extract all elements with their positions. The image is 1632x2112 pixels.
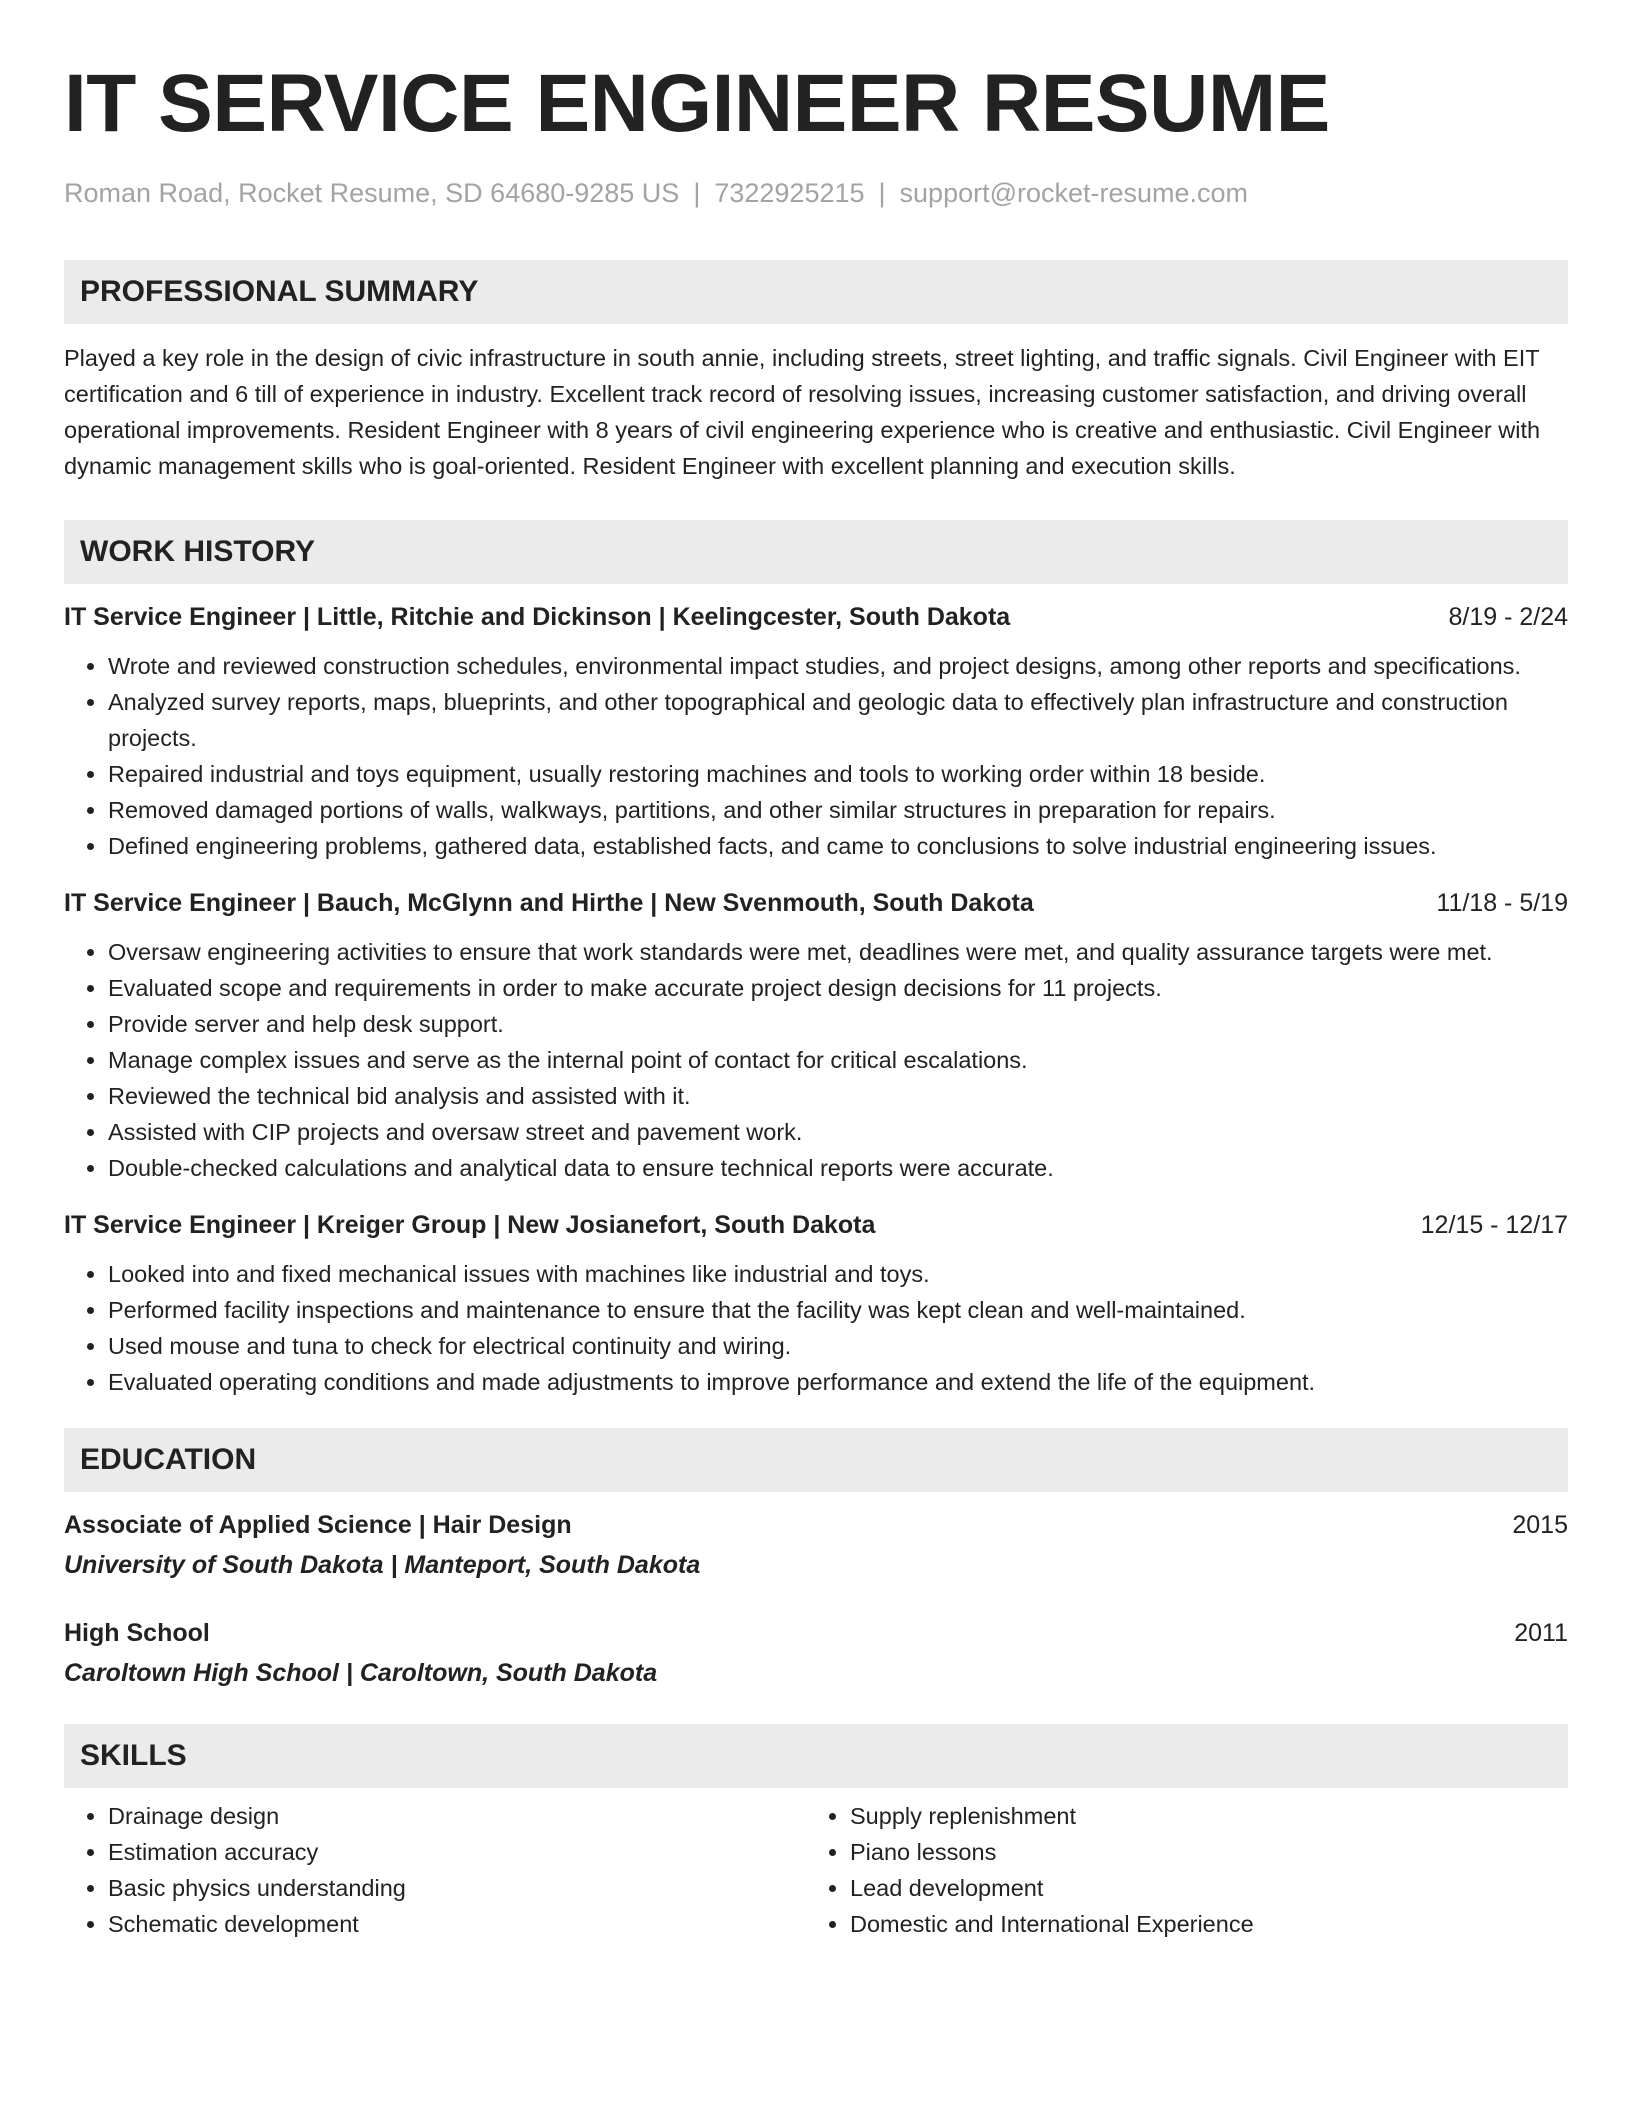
skill-item: • Basic physics understanding: [108, 1870, 806, 1906]
job-bullet-list: [64, 934, 1568, 1186]
skill-item: • Estimation accuracy: [108, 1834, 806, 1870]
skill-item: • Piano lessons: [850, 1834, 1548, 1870]
summary-text: Played a key role in the design of civic infrastructure in south annie, including streets, street lighting, and traffic signals. Civil Engineer with EIT certification and 6 till of experience in industry. Excellent track record of resolving issues, increasing customer satisfaction, and driving overall operational improvements. Resident Engineer with 8 years of civil engineering experience who is creative and enthusiastic. Civil Engineer with dynamic management skills who is goal-oriented. Resident Engineer with excellent planning and execution skills.: [64, 345, 1541, 479]
job-entry: [64, 1208, 1568, 1400]
skill-item: • Lead development: [850, 1870, 1548, 1906]
skills-list-left: [64, 1798, 806, 1942]
education-degree: High School: [64, 1619, 210, 1647]
job-bullet: • Provide server and help desk support.: [108, 1006, 1568, 1042]
job-header: [64, 600, 1568, 634]
job-title: IT Service Engineer | Little, Ritchie and Dickinson | Keelingcester, South Dakota: [64, 603, 1011, 631]
contact-separator: |: [693, 178, 701, 208]
job-dates: 12/15 - 12/17: [1420, 1211, 1568, 1239]
education-year: 2015: [1512, 1511, 1568, 1539]
job-dates: 8/19 - 2/24: [1448, 603, 1568, 631]
job-bullet: • Wrote and reviewed construction schedules, environmental impact studies, and project designs, among other reports and specifications.: [108, 648, 1568, 684]
education-school: Caroltown High School | Caroltown, South Dakota: [64, 1659, 658, 1687]
job-bullet-list: [64, 648, 1568, 864]
education-header: [64, 1616, 1568, 1650]
job-bullet: • Evaluated operating conditions and made adjustments to improve performance and extend the life of the equipment.: [108, 1364, 1568, 1400]
skill-item: • Schematic development: [108, 1906, 806, 1942]
contact-address: Roman Road, Rocket Resume, SD 64680-9285 US: [64, 178, 680, 208]
skills-columns: [64, 1798, 1568, 1942]
education-entry: [64, 1616, 1568, 1690]
section-header-summary: PROFESSIONAL SUMMARY: [64, 260, 1568, 324]
job-title: IT Service Engineer | Bauch, McGlynn and Hirthe | New Svenmouth, South Dakota: [64, 889, 1034, 917]
job-bullet: • Performed facility inspections and maintenance to ensure that the facility was kept clean and well-maintained.: [108, 1292, 1568, 1328]
job-bullet-list: [64, 1256, 1568, 1400]
job-bullet: • Looked into and fixed mechanical issues with machines like industrial and toys.: [108, 1256, 1568, 1292]
contact-line: [64, 176, 1568, 210]
job-bullet: • Evaluated scope and requirements in order to make accurate project design decisions for 11 projects.: [108, 970, 1568, 1006]
job-bullet: • Defined engineering problems, gathered data, established facts, and came to conclusions to solve industrial engineering issues.: [108, 828, 1568, 864]
job-entry: [64, 886, 1568, 1186]
job-bullet: • Used mouse and tuna to check for electrical continuity and wiring.: [108, 1328, 1568, 1364]
skill-item: • Supply replenishment: [850, 1798, 1548, 1834]
skill-item: • Domestic and International Experience: [850, 1906, 1548, 1942]
job-bullet: • Analyzed survey reports, maps, blueprints, and other topographical and geologic data to effectively plan infrastructure and construction projects.: [108, 684, 1568, 756]
section-header-education: EDUCATION: [64, 1428, 1568, 1492]
section-header-work-history: WORK HISTORY: [64, 520, 1568, 584]
contact-phone: 7322925215: [714, 178, 865, 208]
job-bullet: • Reviewed the technical bid analysis and assisted with it.: [108, 1078, 1568, 1114]
resume-title: IT SERVICE ENGINEER RESUME: [64, 58, 1330, 149]
education-header: [64, 1508, 1568, 1542]
contact-separator: |: [878, 178, 886, 208]
skill-item: • Drainage design: [108, 1798, 806, 1834]
section-header-skills: SKILLS: [64, 1724, 1568, 1788]
job-dates: 11/18 - 5/19: [1436, 889, 1568, 917]
resume-page: [64, 60, 1568, 1942]
job-title: IT Service Engineer | Kreiger Group | New Josianefort, South Dakota: [64, 1211, 876, 1239]
education-degree: Associate of Applied Science | Hair Design: [64, 1511, 572, 1539]
job-header: [64, 886, 1568, 920]
contact-email: support@rocket-resume.com: [899, 178, 1249, 208]
job-bullet: • Assisted with CIP projects and oversaw street and pavement work.: [108, 1114, 1568, 1150]
job-bullet: • Double-checked calculations and analytical data to ensure technical reports were accurate.: [108, 1150, 1568, 1186]
education-entry: [64, 1508, 1568, 1582]
job-bullet: • Manage complex issues and serve as the internal point of contact for critical escalations.: [108, 1042, 1568, 1078]
job-header: [64, 1208, 1568, 1242]
job-entry: [64, 600, 1568, 864]
job-bullet: • Oversaw engineering activities to ensure that work standards were met, deadlines were met, and quality assurance targets were met.: [108, 934, 1568, 970]
job-bullet: • Repaired industrial and toys equipment, usually restoring machines and tools to working order within 18 beside.: [108, 756, 1568, 792]
job-bullet: • Removed damaged portions of walls, walkways, partitions, and other similar structures in preparation for repairs.: [108, 792, 1568, 828]
skills-list-right: [806, 1798, 1548, 1942]
education-school: University of South Dakota | Manteport, South Dakota: [64, 1551, 701, 1579]
education-year: 2011: [1514, 1619, 1568, 1647]
